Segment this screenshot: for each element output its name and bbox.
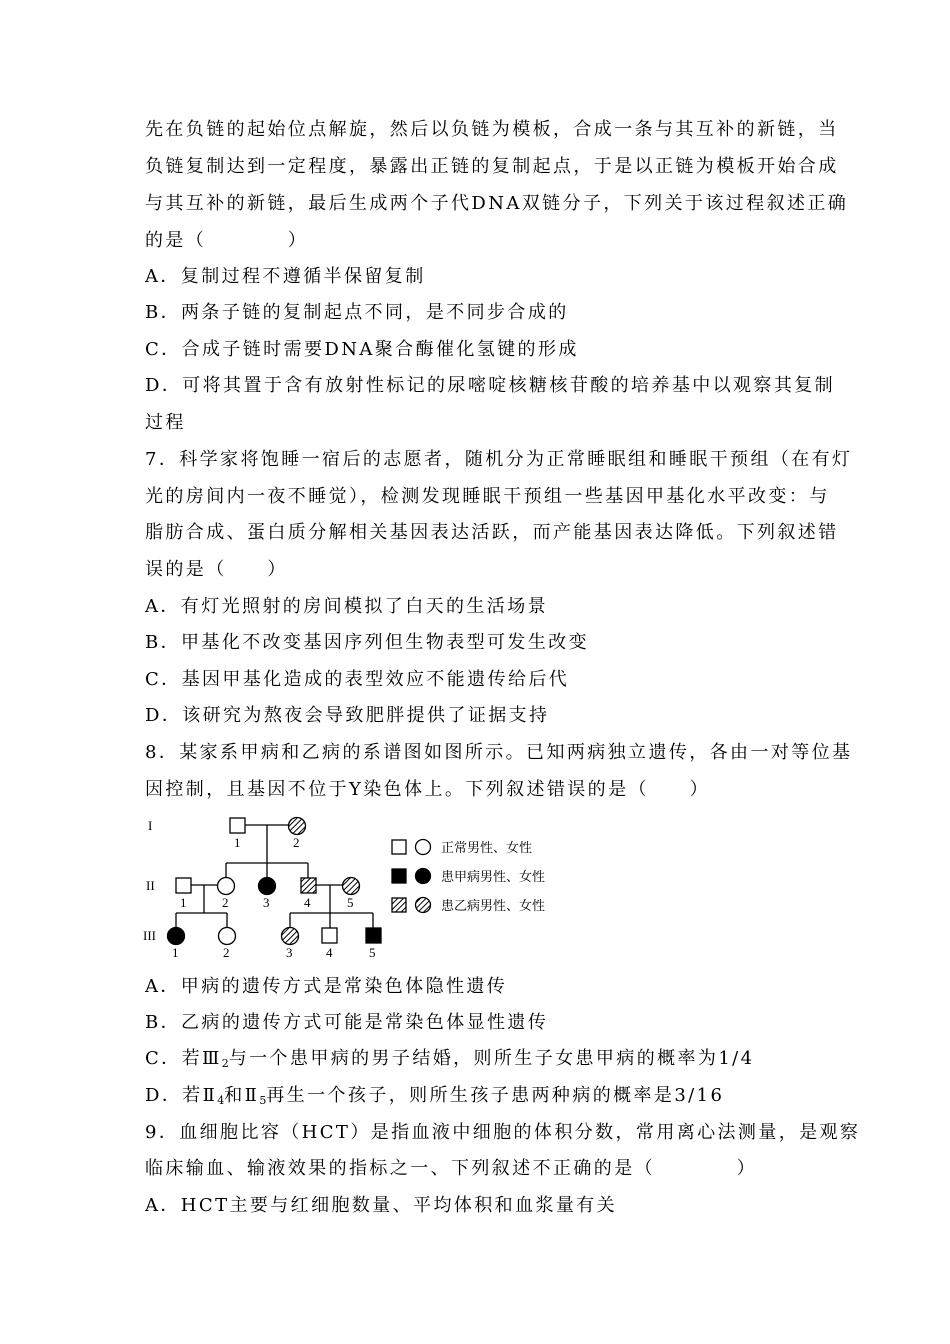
pedigree-lines — [176, 825, 373, 928]
individual-number: 2 — [223, 945, 230, 960]
text-line: A．甲病的遗传方式是常染色体隐性遗传 — [145, 976, 508, 997]
text-line: 误的是（ ） — [145, 559, 288, 580]
text-segment: 与一个患甲病的男子结婚，则所生子女患甲病的概率为1/4 — [228, 1048, 755, 1069]
individual-number: 4 — [326, 945, 333, 960]
individual-number: 2 — [293, 835, 300, 850]
text-line: 9．血细胞比容（HCT）是指血液中细胞的体积分数，常用离心法测量，是观察 — [145, 1122, 861, 1143]
text-line: B．乙病的遗传方式可能是常染色体显性遗传 — [145, 1012, 549, 1033]
individual-II2 — [218, 878, 235, 895]
legend-normal-female — [416, 840, 431, 855]
individual-number: 1 — [234, 835, 241, 850]
text-line: 8．某家系甲病和乙病的系谱图如图所示。已知两病独立遗传，各由一对等位基 — [145, 742, 853, 763]
generation-label: III — [143, 928, 156, 943]
generation-label: II — [146, 878, 155, 893]
text-line: D．可将其置于含有放射性标记的尿嘧啶核糖核苷酸的培养基中以观察其复制 — [145, 375, 836, 396]
individual-number: 2 — [222, 895, 229, 910]
individual-I2 — [289, 818, 306, 835]
legend-jia-male — [392, 869, 406, 883]
text-line: B．甲基化不改变基因序列但生物表型可发生改变 — [145, 632, 590, 653]
text-line: 负链复制达到一定程度，暴露出正链的复制起点，于是以正链为模板开始合成 — [145, 156, 839, 177]
individual-number: 5 — [347, 895, 354, 910]
text-line: 光的房间内一夜不睡觉），检测发现睡眠干预组一些基因甲基化水平改变：与 — [145, 486, 830, 507]
legend-yi-female — [416, 898, 431, 913]
text-segment: 和Ⅱ — [224, 1085, 260, 1106]
text-line: 7．科学家将饱睡一宿后的志愿者，随机分为正常睡眠组和睡眠干预组（在有灯 — [145, 449, 853, 470]
text-segment: C．若Ⅲ — [145, 1048, 222, 1069]
individual-III2 — [219, 928, 236, 945]
individual-number: 5 — [369, 945, 376, 960]
subscript: 4 — [217, 1094, 225, 1107]
text-line: A．有灯光照射的房间模拟了白天的生活场景 — [145, 596, 548, 617]
legend-label: 正常男性、女性 — [441, 841, 533, 856]
text-line: 临床输血、输液效果的指标之一、下列叙述不正确的是（ ） — [145, 1158, 757, 1179]
text-line: 的是（ ） — [145, 230, 309, 251]
individual-number: 3 — [263, 895, 270, 910]
text-line: 因控制，且基因不位于Y染色体上。下列叙述错误的是（ ） — [145, 779, 711, 800]
text-line: 脂肪合成、蛋白质分解相关基因表达活跃，而产能基因表达降低。下列叙述错 — [145, 522, 839, 543]
individual-II3 — [259, 878, 276, 895]
individual-number: 1 — [172, 945, 179, 960]
individual-number: 3 — [286, 945, 293, 960]
individual-II4 — [301, 878, 316, 893]
legend-normal-male — [392, 840, 406, 854]
subscript: 5 — [259, 1094, 267, 1107]
individual-II5 — [343, 878, 360, 895]
text-line: D．该研究为熬夜会导致肥胖提供了证据支持 — [145, 705, 550, 726]
legend-label: 患甲病男性、女性 — [441, 870, 546, 885]
legend-label: 患乙病男性、女性 — [441, 899, 546, 914]
text-segment: 再生一个孩子，则所生孩子患两种病的概率是3/16 — [266, 1085, 725, 1106]
individual-II1 — [176, 878, 191, 893]
text-line: 过程 — [145, 412, 186, 433]
text-line: 与其互补的新链，最后生成两个子代DNA双链分子，下列关于该过程叙述正确 — [145, 193, 849, 214]
legend-jia-female — [416, 869, 431, 884]
text-line: A．复制过程不遵循半保留复制 — [145, 266, 426, 287]
individual-number: 1 — [180, 895, 187, 910]
individual-number: 4 — [304, 895, 311, 910]
text-line: B．两条子链的复制起点不同，是不同步合成的 — [145, 302, 569, 323]
individual-I1 — [230, 818, 245, 833]
text-segment: D．若Ⅱ — [145, 1085, 218, 1106]
individual-III1 — [168, 928, 185, 945]
legend-yi-male — [392, 898, 406, 912]
individual-III4 — [322, 928, 337, 943]
individual-III5 — [366, 928, 381, 943]
text-line: A．HCT主要与红细胞数量、平均体积和血浆量有关 — [145, 1195, 618, 1216]
individual-III3 — [282, 928, 299, 945]
text-line: C．基因甲基化造成的表型效应不能遗传给后代 — [145, 669, 570, 690]
subscript: 2 — [221, 1057, 229, 1070]
generation-label: I — [148, 818, 153, 833]
text-line: C．合成子链时需要DNA聚合酶催化氢键的形成 — [145, 339, 579, 360]
text-line: 先在负链的起始位点解旋，然后以负链为模板，合成一条与其互补的新链，当 — [145, 119, 839, 140]
